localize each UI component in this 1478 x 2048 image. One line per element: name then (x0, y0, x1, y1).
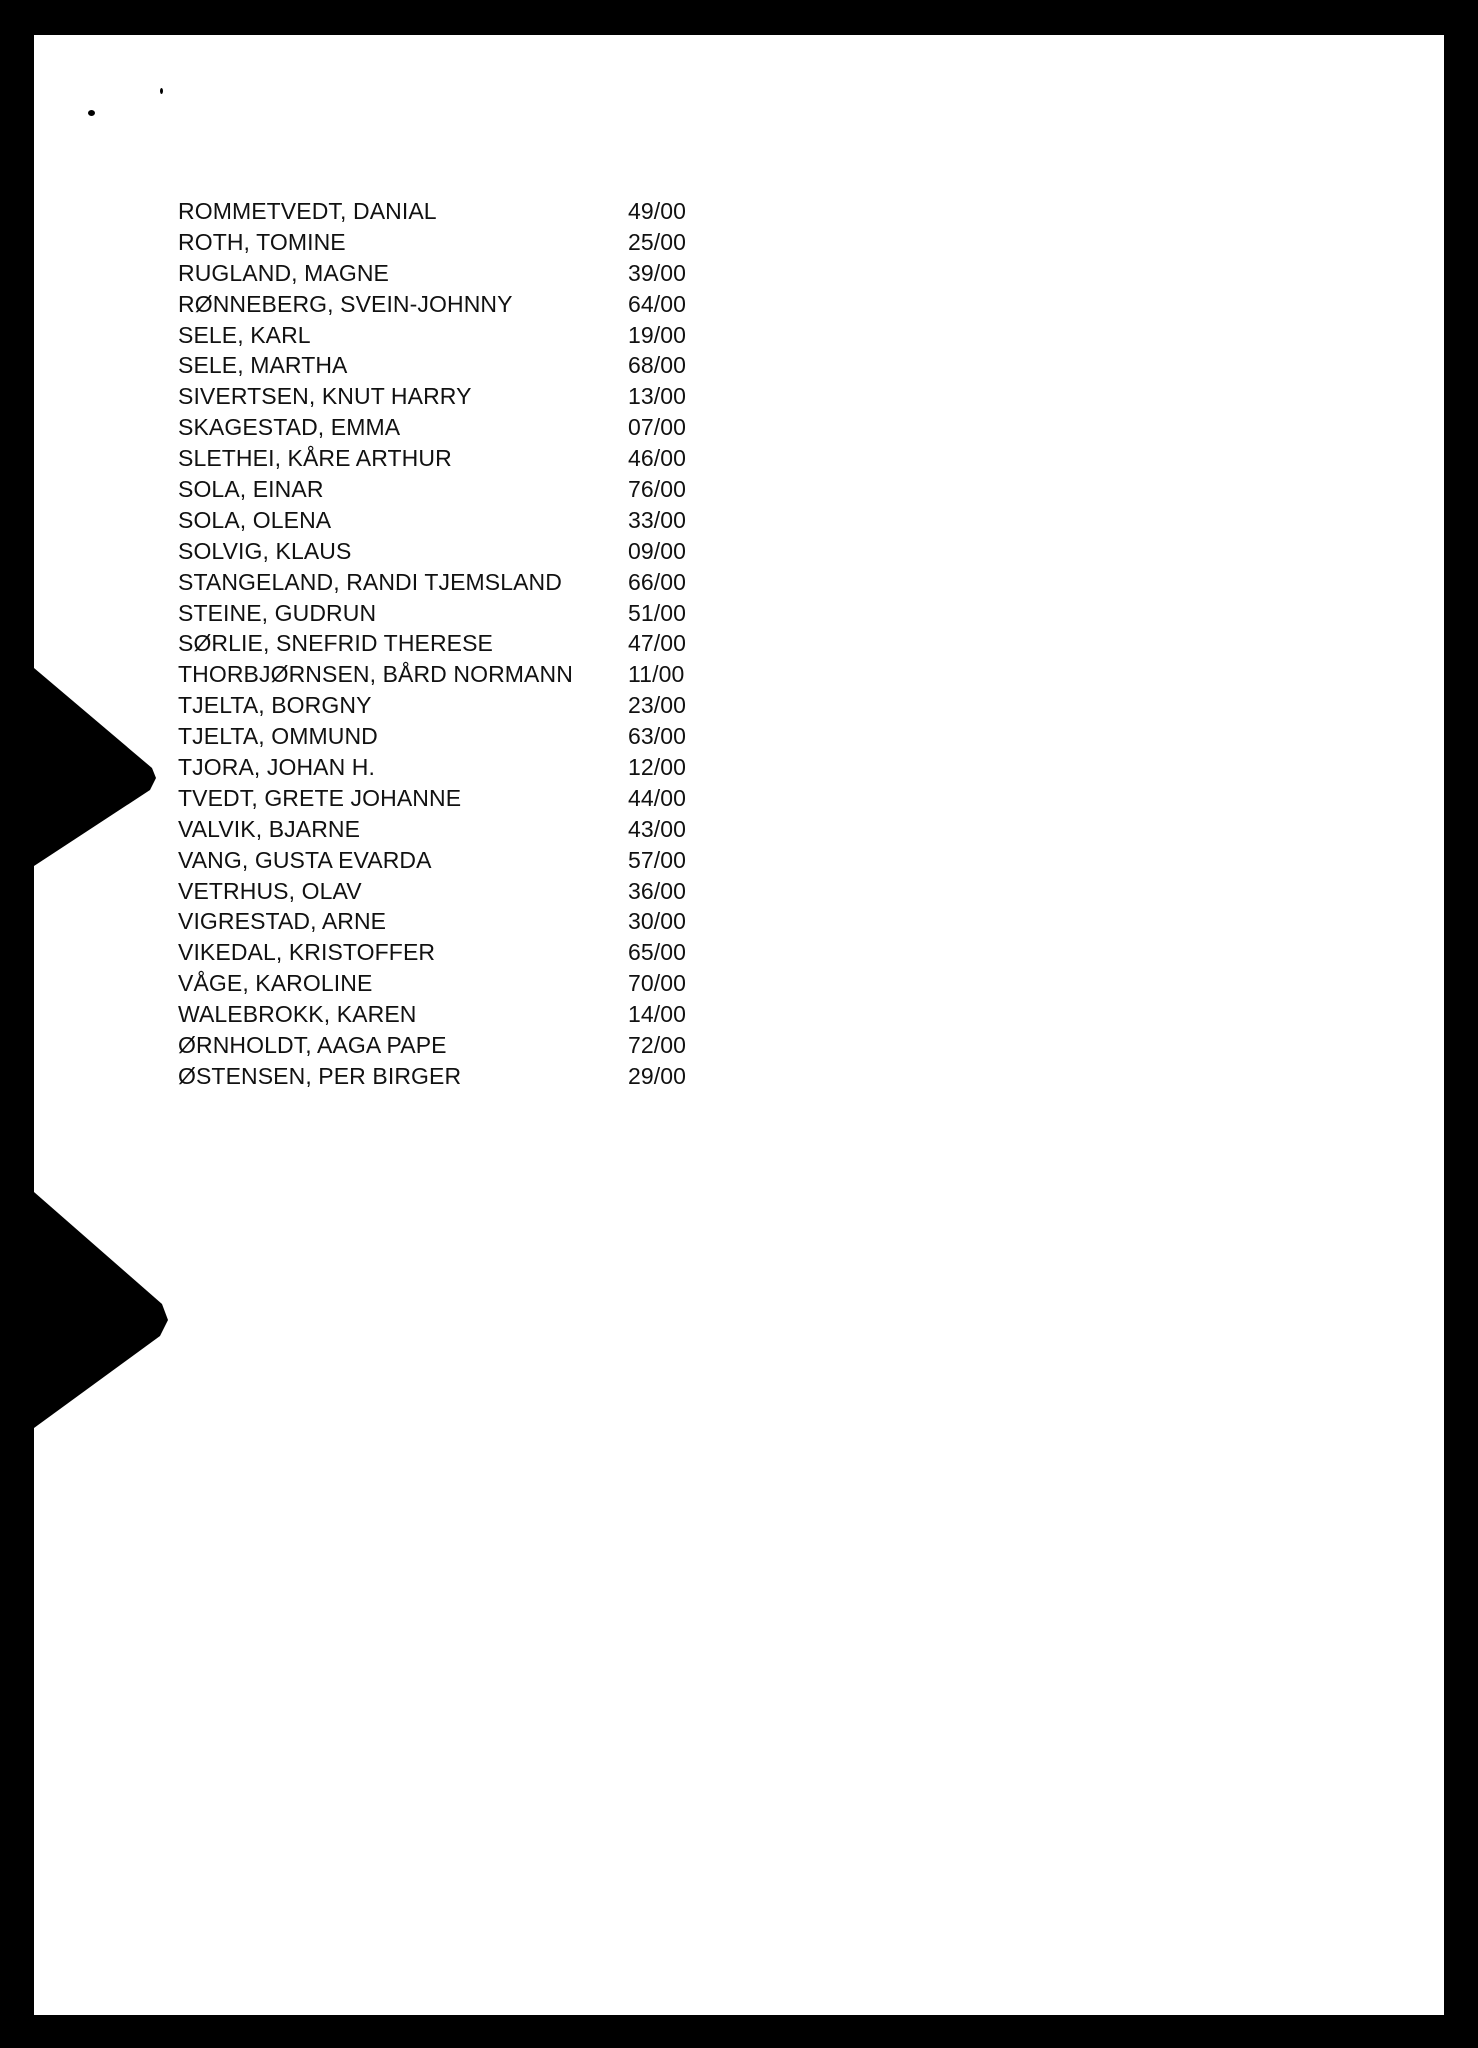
entry-number: 14/00 (628, 1001, 687, 1028)
entry-name: SLETHEI, KÅRE ARTHUR (178, 445, 452, 472)
list-item (178, 196, 718, 227)
entry-number: 19/00 (628, 321, 687, 348)
entry-name: SØRLIE, SNEFRID THERESE (178, 630, 494, 657)
entry-name: TVEDT, GRETE JOHANNE (178, 784, 462, 811)
entry-name: ØSTENSEN, PER BIRGER (178, 1062, 462, 1089)
list-item (178, 1030, 718, 1061)
entry-name: SELE, MARTHA (178, 352, 348, 379)
entry-name: VETRHUS, OLAV (178, 877, 362, 904)
entry-name: SOLA, EINAR (178, 476, 324, 503)
scan-speck (88, 110, 95, 116)
list-item (178, 628, 718, 659)
list-item (178, 320, 718, 351)
entry-name: STEINE, GUDRUN (178, 599, 377, 626)
entry-name: VANG, GUSTA EVARDA (178, 846, 432, 873)
list-item (178, 1061, 718, 1092)
list-item (178, 999, 718, 1030)
list-item (178, 443, 718, 474)
entry-number: 07/00 (628, 414, 687, 441)
entry-number: 12/00 (628, 754, 687, 781)
entry-number: 43/00 (628, 815, 687, 842)
list-item (178, 505, 718, 536)
list-item (178, 876, 718, 907)
list-item (178, 567, 718, 598)
entry-number: 36/00 (628, 877, 687, 904)
entry-number: 11/00 (628, 661, 685, 688)
entry-name: TJELTA, BORGNY (178, 692, 372, 719)
entry-name: TJELTA, OMMUND (178, 723, 378, 750)
entry-name: ROTH, TOMINE (178, 228, 346, 255)
entry-number: 39/00 (628, 259, 687, 286)
entry-name: ROMMETVEDT, DANIAL (178, 198, 437, 224)
entry-number: 09/00 (628, 537, 687, 564)
entry-number: 57/00 (628, 846, 687, 873)
entry-name: SOLA, OLENA (178, 506, 332, 533)
entry-number: 68/00 (628, 352, 687, 379)
entry-number: 29/00 (628, 1062, 687, 1089)
entry-number: 47/00 (628, 630, 687, 657)
entry-name: ØRNHOLDT, AAGA PAPE (178, 1032, 447, 1059)
list-item (178, 350, 718, 381)
list-item (178, 536, 718, 567)
list-item (178, 412, 718, 443)
entry-name: SIVERTSEN, KNUT HARRY (178, 383, 472, 410)
entry-name: VÅGE, KAROLINE (178, 970, 373, 997)
list-item (178, 289, 718, 320)
entry-number: 30/00 (628, 908, 687, 935)
list-item (178, 227, 718, 258)
entry-number: 49/00 (628, 198, 687, 224)
entry-number: 46/00 (628, 445, 687, 472)
entry-name: WALEBROKK, KAREN (178, 1001, 417, 1028)
list-item (178, 937, 718, 968)
entry-number: 72/00 (628, 1032, 687, 1059)
list-item (178, 474, 718, 505)
entry-number: 63/00 (628, 723, 687, 750)
entry-name: STANGELAND, RANDI TJEMSLAND (178, 568, 562, 595)
scan-speck (160, 88, 163, 94)
entry-name: SELE, KARL (178, 321, 311, 348)
entry-number: 66/00 (628, 568, 687, 595)
list-item (178, 845, 718, 876)
entry-name: RUGLAND, MAGNE (178, 259, 389, 286)
entry-name: VALVIK, BJARNE (178, 815, 361, 842)
list-item (178, 598, 718, 629)
entry-name: VIGRESTAD, ARNE (178, 908, 387, 935)
list-item (178, 659, 718, 690)
entry-name: VIKEDAL, KRISTOFFER (178, 939, 436, 966)
entry-number: 13/00 (628, 383, 687, 410)
list-item (178, 814, 718, 845)
entry-name: THORBJØRNSEN, BÅRD NORMANN (178, 661, 573, 688)
entry-number: 64/00 (628, 290, 687, 317)
entry-number: 76/00 (628, 476, 687, 503)
list-item (178, 968, 718, 999)
name-number-list (178, 196, 718, 1092)
list-item (178, 721, 718, 752)
list-item (178, 381, 718, 412)
list-item (178, 783, 718, 814)
list-item (178, 258, 718, 289)
entry-name: SKAGESTAD, EMMA (178, 414, 401, 441)
entry-number: 44/00 (628, 784, 687, 811)
entry-name: RØNNEBERG, SVEIN-JOHNNY (178, 290, 513, 317)
entry-number: 33/00 (628, 506, 687, 533)
entry-number: 51/00 (628, 599, 687, 626)
entry-number: 25/00 (628, 228, 687, 255)
list-item (178, 752, 718, 783)
entry-number: 70/00 (628, 970, 687, 997)
list-item (178, 906, 718, 937)
entry-name: TJORA, JOHAN H. (178, 754, 376, 781)
entry-number: 23/00 (628, 692, 687, 719)
list-item (178, 690, 718, 721)
entry-number: 65/00 (628, 939, 687, 966)
entry-name: SOLVIG, KLAUS (178, 537, 352, 564)
